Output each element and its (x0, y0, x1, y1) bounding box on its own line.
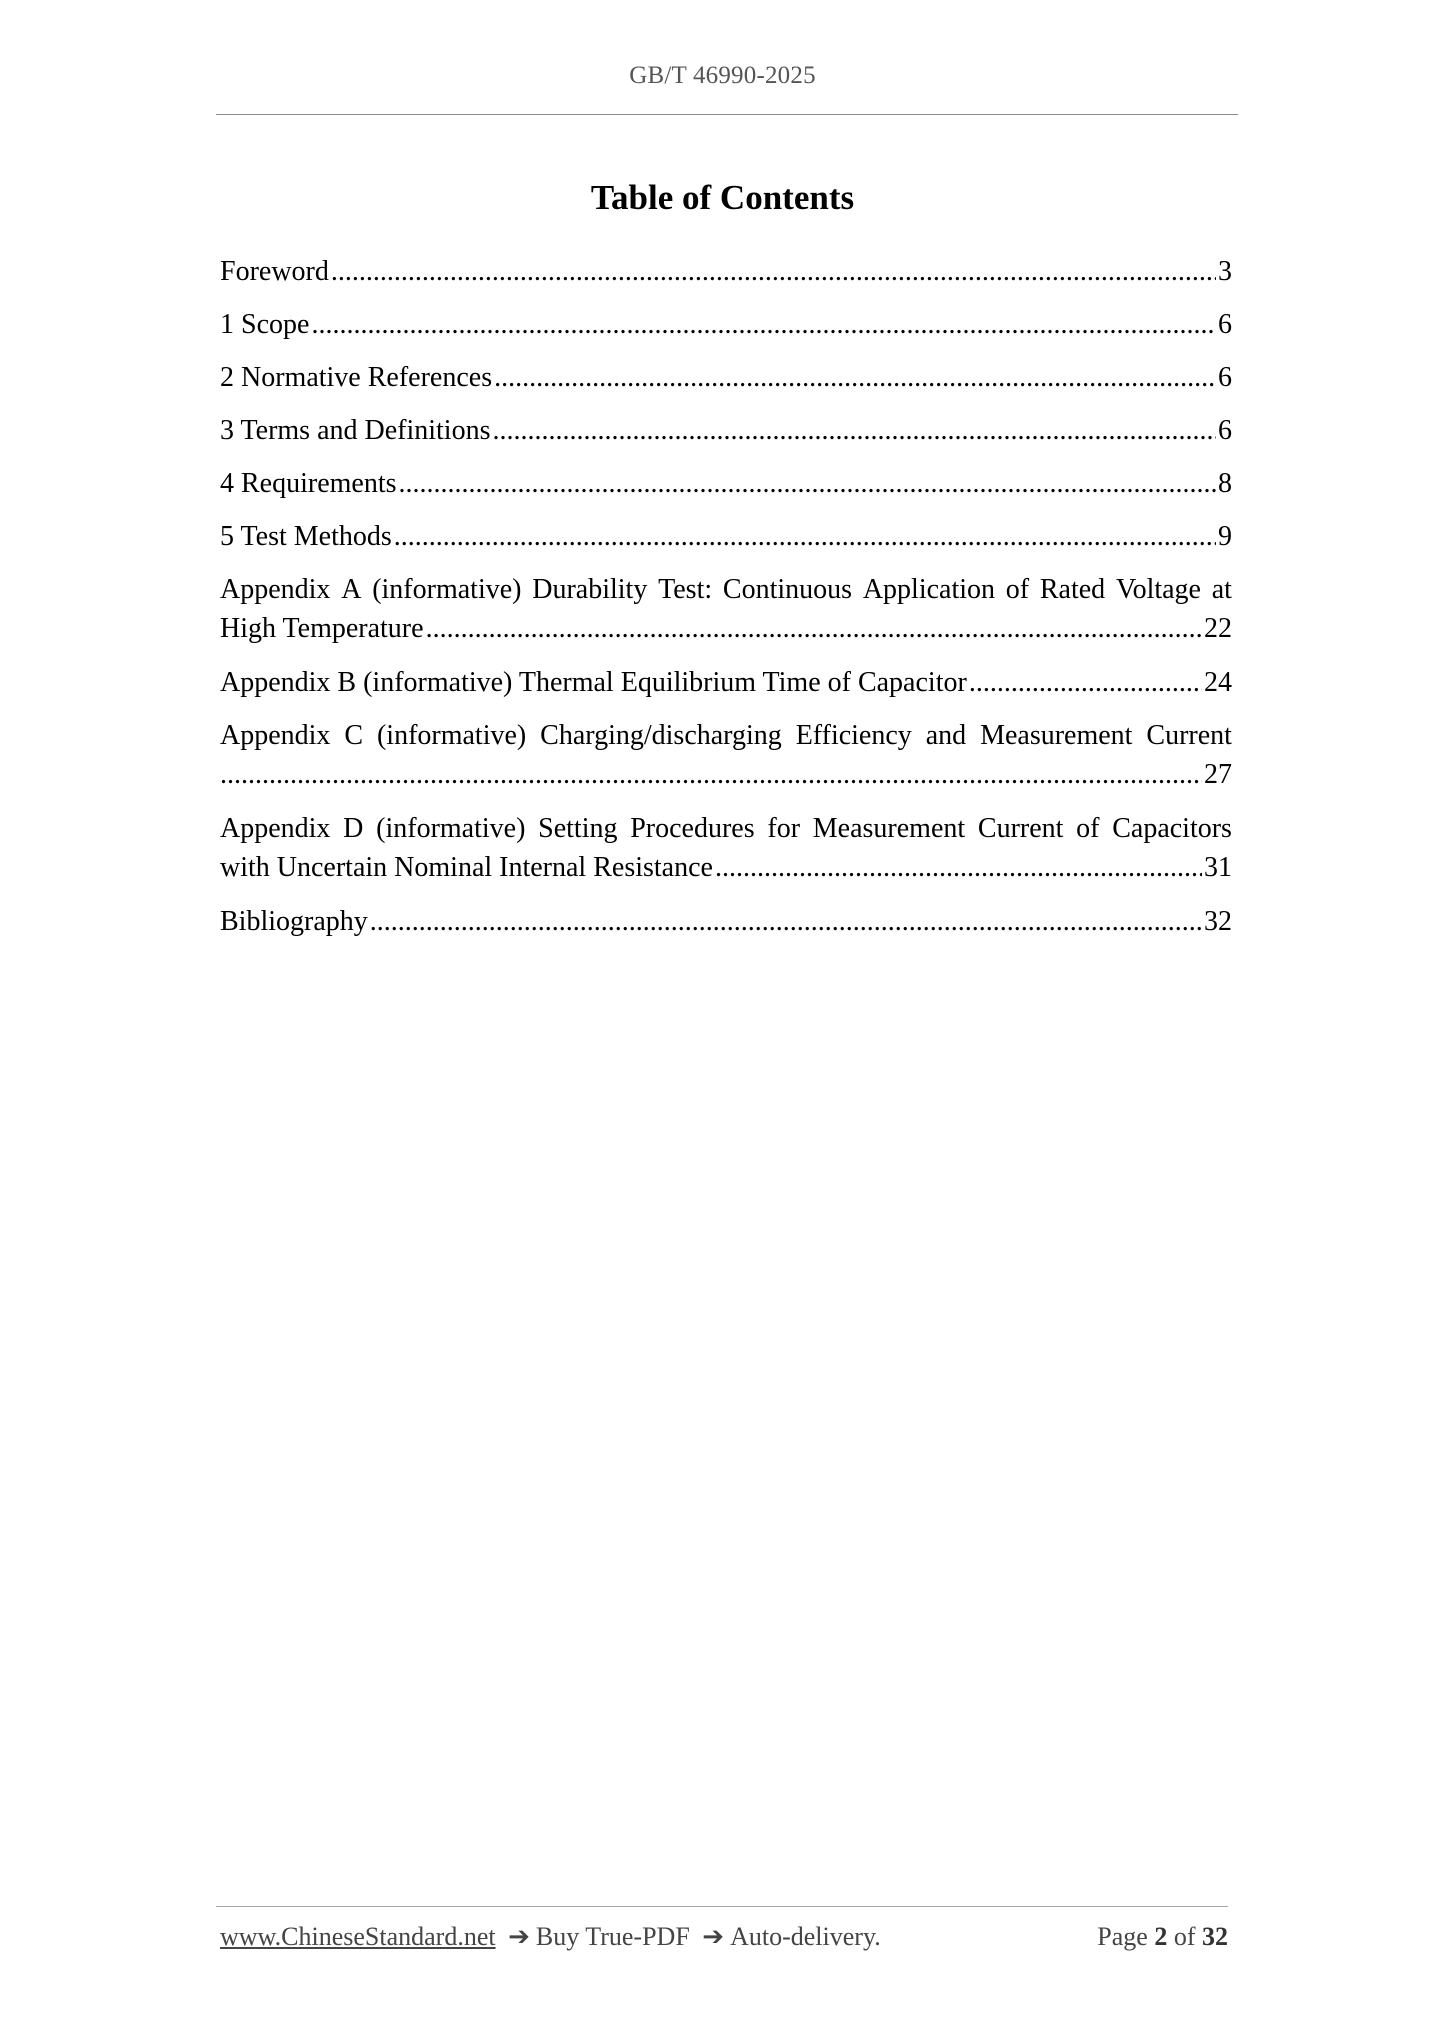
toc-page-number: 3 (1218, 256, 1232, 287)
footer-divider (216, 1906, 1228, 1907)
header-divider (216, 114, 1238, 115)
toc-entry-foreword[interactable] (220, 252, 1232, 290)
page-title: Table of Contents (590, 178, 855, 217)
toc-page-number: 27 (1204, 759, 1232, 790)
toc-entry-test-methods[interactable] (220, 517, 1232, 555)
page-indicator (1097, 1922, 1228, 1952)
dot-leader (715, 848, 1202, 887)
toc-entry-label: 3 Terms and Definitions (220, 415, 491, 446)
dot-leader (311, 305, 1216, 344)
total-page-count: 32 (1202, 1922, 1228, 1951)
page-footer (220, 1922, 1228, 1952)
delivery-text: Auto-delivery. (730, 1922, 881, 1951)
dot-leader (399, 464, 1216, 503)
toc-entry-appendix-a[interactable] (220, 570, 1232, 648)
toc-page-number: 6 (1218, 362, 1232, 393)
dot-leader (370, 902, 1202, 941)
toc-entry-appendix-d[interactable] (220, 809, 1232, 887)
toc-entry-label: Appendix B (informative) Thermal Equilibrium Time of Capacitor (220, 667, 967, 698)
toc-entry-label-line2: High Temperature (220, 613, 424, 644)
dot-leader (394, 517, 1216, 556)
toc-entry-terms-definitions[interactable] (220, 411, 1232, 449)
toc-entry-label-line1: Appendix D (informative) Setting Procedures for Measurement Current of Capacitors (220, 813, 1232, 844)
toc-entry-requirements[interactable] (220, 464, 1232, 502)
toc-entry-label-line1: Appendix C (informative) Charging/discharging Efficiency and Measurement Current (220, 720, 1232, 751)
toc-entry-normative-references[interactable] (220, 358, 1232, 396)
buy-link[interactable]: Buy True-PDF (535, 1922, 690, 1951)
toc-page-number: 6 (1218, 415, 1232, 446)
of-label: of (1173, 1922, 1196, 1951)
toc-entry-label: Bibliography (220, 906, 368, 937)
toc-entry-label: 1 Scope (220, 309, 310, 340)
dot-leader (969, 663, 1202, 702)
arrow-right-icon: ➔ (702, 1922, 725, 1951)
toc-entry-appendix-c[interactable] (220, 716, 1232, 794)
dot-leader (494, 358, 1216, 397)
table-of-contents (220, 252, 1232, 940)
toc-entry-label: Foreword (220, 256, 329, 287)
toc-entry-label: 2 Normative References (220, 362, 493, 393)
dot-leader (331, 252, 1216, 291)
toc-entry-label-line2: with Uncertain Nominal Internal Resistance (220, 852, 713, 883)
website-link[interactable]: www.ChineseStandard.net (220, 1922, 496, 1951)
toc-entry-bibliography[interactable] (220, 902, 1232, 940)
toc-entry-appendix-b[interactable] (220, 663, 1232, 701)
toc-page-number: 22 (1204, 613, 1232, 644)
toc-page-number: 6 (1218, 309, 1232, 340)
page-label: Page (1097, 1922, 1148, 1951)
toc-entry-label: 5 Test Methods (220, 521, 392, 552)
dot-leader (492, 411, 1216, 450)
dot-leader (426, 609, 1202, 648)
dot-leader (220, 755, 1202, 794)
toc-page-number: 32 (1204, 906, 1232, 937)
toc-entry-scope[interactable] (220, 305, 1232, 343)
footer-promo (220, 1922, 881, 1952)
toc-entry-label: 4 Requirements (220, 468, 397, 499)
toc-page-number: 31 (1204, 852, 1232, 883)
toc-page-number: 9 (1218, 521, 1232, 552)
running-header: GB/T 46990-2025 (629, 62, 816, 89)
toc-entry-label-line1: Appendix A (informative) Durability Test: Continuous Application of Rated Voltage at (220, 574, 1232, 605)
toc-page-number: 8 (1218, 468, 1232, 499)
arrow-right-icon: ➔ (508, 1922, 530, 1951)
current-page-number: 2 (1154, 1922, 1168, 1951)
toc-page-number: 24 (1204, 667, 1232, 698)
